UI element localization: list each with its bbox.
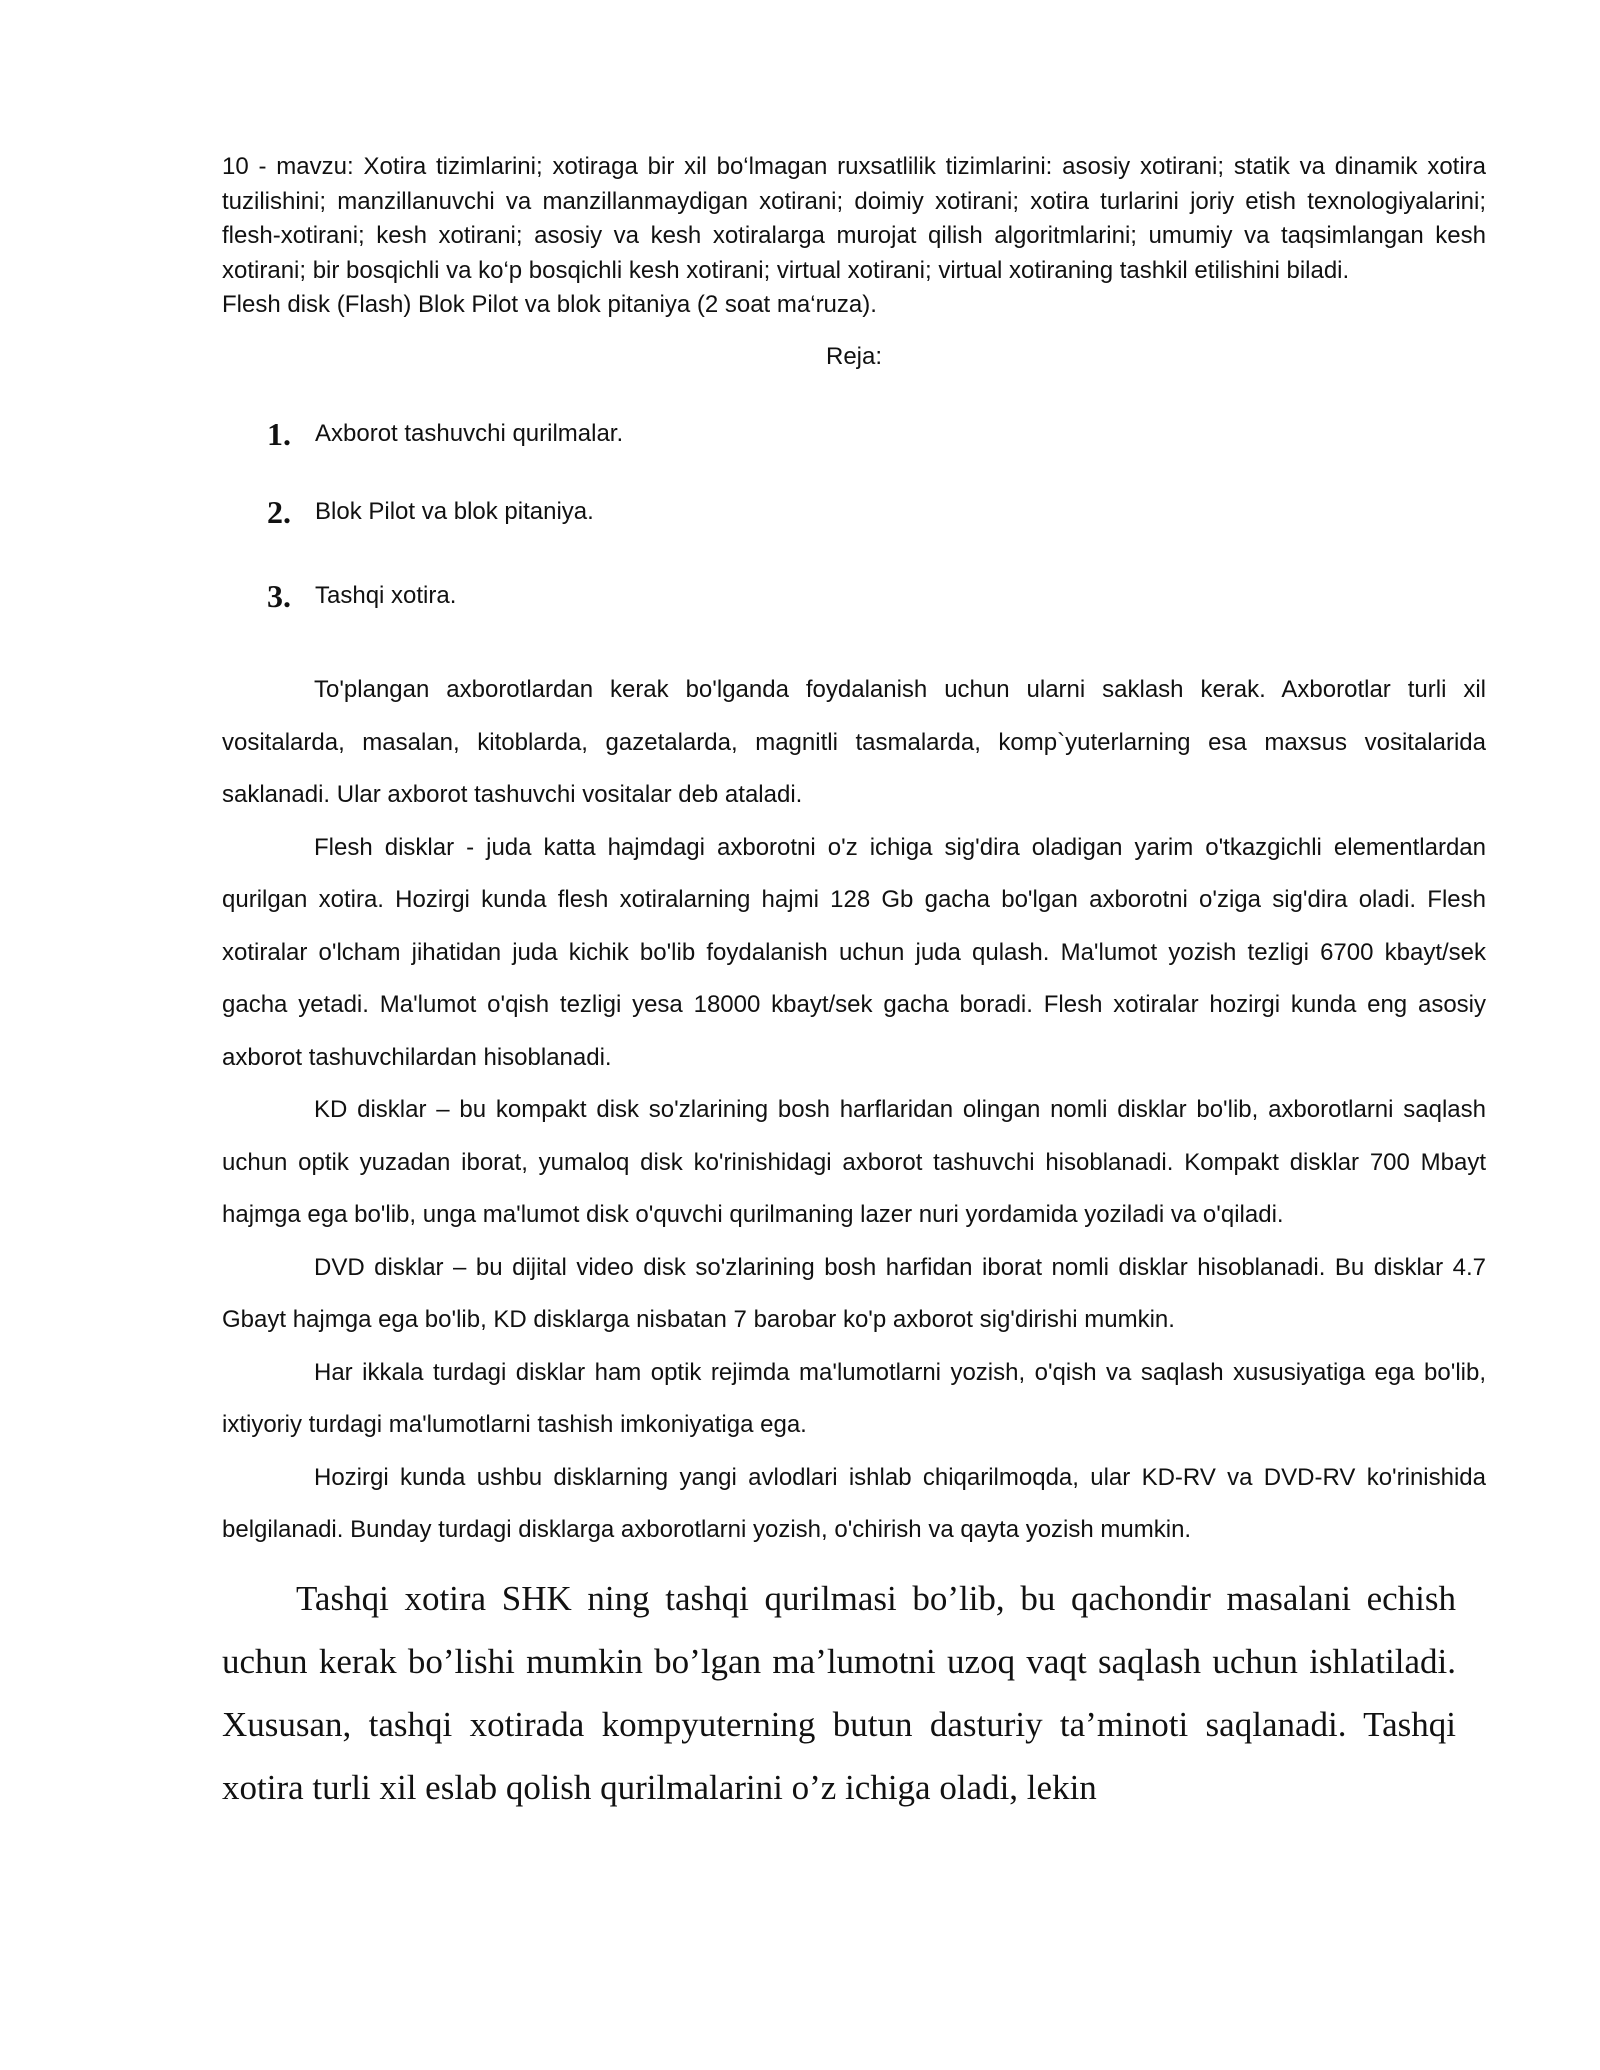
plan-list — [222, 398, 1486, 638]
document-page — [222, 150, 1486, 1819]
tail-paragraph: Tashqi xotira SHK ning tashqi qurilmasi bo’lib, bu qachondir masalani echish uchun kerak bo’lishi mumkin bo’lgan ma’lumotni uzoq vaqt saqlash uchun ishlatiladi. Xususan, tashqi xotirada kompyuterning butun dasturiy ta’minoti saqlanadi. Tashqi xotira turli xil eslab qolish qurilmalarini o’z ichiga oladi, lekin — [222, 1578, 1456, 1807]
paragraph: DVD disklar – bu dijital video disk so'zlarining bosh harfidan iborat nomli disklar hisoblanadi. Bu disklar 4.7 Gbayt hajmga ega bo'lib, KD disklarga nisbatan 7 barobar ko'p axborot sig'dirishi mumkin. — [222, 1253, 1486, 1333]
paragraph: Hozirgi kunda ushbu disklarning yangi avlodlari ishlab chiqarilmoqda, ular KD-RV va DVD-RV ko'rinishida belgilanadi. Bunday turdagi disklarga axborotlarni yozish, o'chirish va qayta yozish mumkin. — [222, 1463, 1486, 1543]
plan-item-number: 3. — [267, 577, 291, 614]
lecture-subtitle: Flesh disk (Flash) Blok Pilot va blok pitaniya (2 soat ma‘ruza). — [222, 291, 877, 318]
plan-item — [222, 398, 1486, 470]
topic-text: 10 - mavzu: Xotira tizimlarini; xotiraga bir xil bo‘lmagan ruxsatlilik tizimlarini: asosiy xotirani; statik va dinamik xotira tuzilishini; manzillanuvchi va manzillanmaydigan xotirani; doimiy xotirani; xotira turlarini joriy etish texnologiyalarini; flesh-xotirani; kesh xotirani; asosiy va kesh xotiralarga murojat qilish algoritmlarini; umumiy va taqsimlangan kesh xotirani; bir bosqichli va ko‘p bosqichli kesh xotirani; virtual xotirani; virtual xotiraning tashkil etilishini biladi. — [222, 153, 1486, 284]
paragraph: To'plangan axborotlardan kerak bo'lganda foydalanish uchun ularni saklash kerak. Axborotlar turli xil vositalarda, masalan, kitoblarda, gazetalarda, magnitli tasmalarda, komp`yuterlarning esa maxsus vositalarida saklanadi. Ular axborot tashuvchi vositalar deb ataladi. — [222, 676, 1486, 808]
paragraph: Har ikkala turdagi disklar ham optik rejimda ma'lumotlarni yozish, o'qish va saqlash xususiyatiga ega bo'lib, ixtiyoriy turdagi ma'lumotlarni tashish imkoniyatiga ega. — [222, 1358, 1486, 1438]
plan-item-text: Tashqi xotira. — [315, 582, 457, 609]
body-text — [222, 664, 1486, 1557]
paragraph: KD disklar – bu kompakt disk so'zlarining bosh harflaridan olingan nomli disklar bo'lib, axborotlarni saqlash uchun optik yuzadan iborat, yumaloq disk ko'rinishidagi axborot tashuvchi hisoblanadi. Kompakt disklar 700 Mbayt hajmga ega bo'lib, unga ma'lumot disk o'quvchi qurilmaning lazer nuri yordamida yoziladi va o'qiladi. — [222, 1096, 1486, 1228]
plan-item-number: 1. — [267, 415, 291, 452]
external-memory-section — [222, 1567, 1456, 1819]
plan-item — [222, 554, 1486, 638]
plan-item — [222, 470, 1486, 554]
plan-item-number: 2. — [267, 493, 291, 530]
plan-item-text: Axborot tashuvchi qurilmalar. — [315, 420, 624, 447]
paragraph: Flesh disklar - juda katta hajmdagi axborotni o'z ichiga sig'dira oladigan yarim o'tkazgichli elementlardan qurilgan xotira. Hozirgi kunda flesh xotiralarning hajmi 128 Gb gacha bo'lgan axborotni o'ziga sig'dira oladi. Flesh xotiralar o'lcham jihatidan juda kichik bo'lib foydalanish uchun juda qulash. Ma'lumot yozish tezligi 6700 kbayt/sek gacha yetadi. Ma'lumot o'qish tezligi yesa 18000 kbayt/sek gacha boradi. Flesh xotiralar hozirgi kunda eng asosiy axborot tashuvchilardan hisoblanadi. — [222, 833, 1486, 1071]
plan-title: Reja: — [825, 343, 883, 370]
plan-item-text: Blok Pilot va blok pitaniya. — [315, 498, 594, 525]
